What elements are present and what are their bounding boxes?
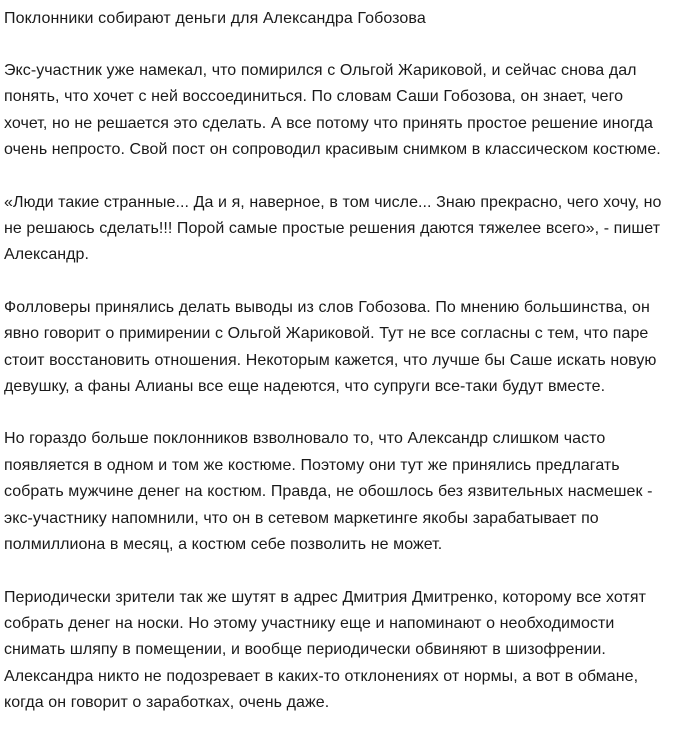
article-paragraph-quote: «Люди такие странные... Да и я, наверное, в том числе... Знаю прекрасно, чего хочу, но не решаюсь сделать!!! Порой самые простые решения даются тяжелее всего», - пишет Александр. [4, 193, 662, 264]
article-title: Поклонники собирают деньги для Александра Гобозова [4, 10, 426, 27]
article-paragraph-5: Периодически зрители так же шутят в адрес Дмитрия Дмитренко, которому все хотят собрать денег на носки. Но этому участнику еще и напоминают о необходимости снимать шляпу в помещении, и вообще периодически обвиняют в шизофрении. Александра никто не подозревает в каких-то отклонениях от нормы, а вот в обмане, когда он говорит о заработках, очень даже. [4, 588, 646, 712]
article-body [4, 58, 670, 717]
article-paragraph-1: Экс-участник уже намекал, что помирился с Ольгой Жариковой, и сейчас снова дал понять, что хочет с ней воссоединиться. По словам Саши Гобозова, он знает, чего хочет, но не решается это сделать. А все потому что принять простое решение иногда очень непросто. Свой пост он сопроводил красивым снимком в классическом костюме. [4, 62, 661, 159]
article-paragraph-4: Но гораздо больше поклонников взволновало то, что Александр слишком часто появляется в одном и том же костюме. Поэтому они тут же принялись предлагать собрать мужчине денег на костюм. Правда, не обошлось без язвительных насмешек - экс-участнику напомнили, что он в сетевом маркетинге якобы зарабатывает по полмиллиона в месяц, а костюм себе позволить не может. [4, 430, 653, 554]
article-paragraph-3: Фолловеры принялись делать выводы из слов Гобозова. По мнению большинства, он явно говорит о примирении с Ольгой Жариковой. Тут не все согласны с тем, что паре стоит восстановить отношения. Некоторым кажется, что лучше бы Саше искать новую девушку, а фаны Алианы все еще надеются, что супруги все-таки будут вместе. [4, 298, 657, 396]
